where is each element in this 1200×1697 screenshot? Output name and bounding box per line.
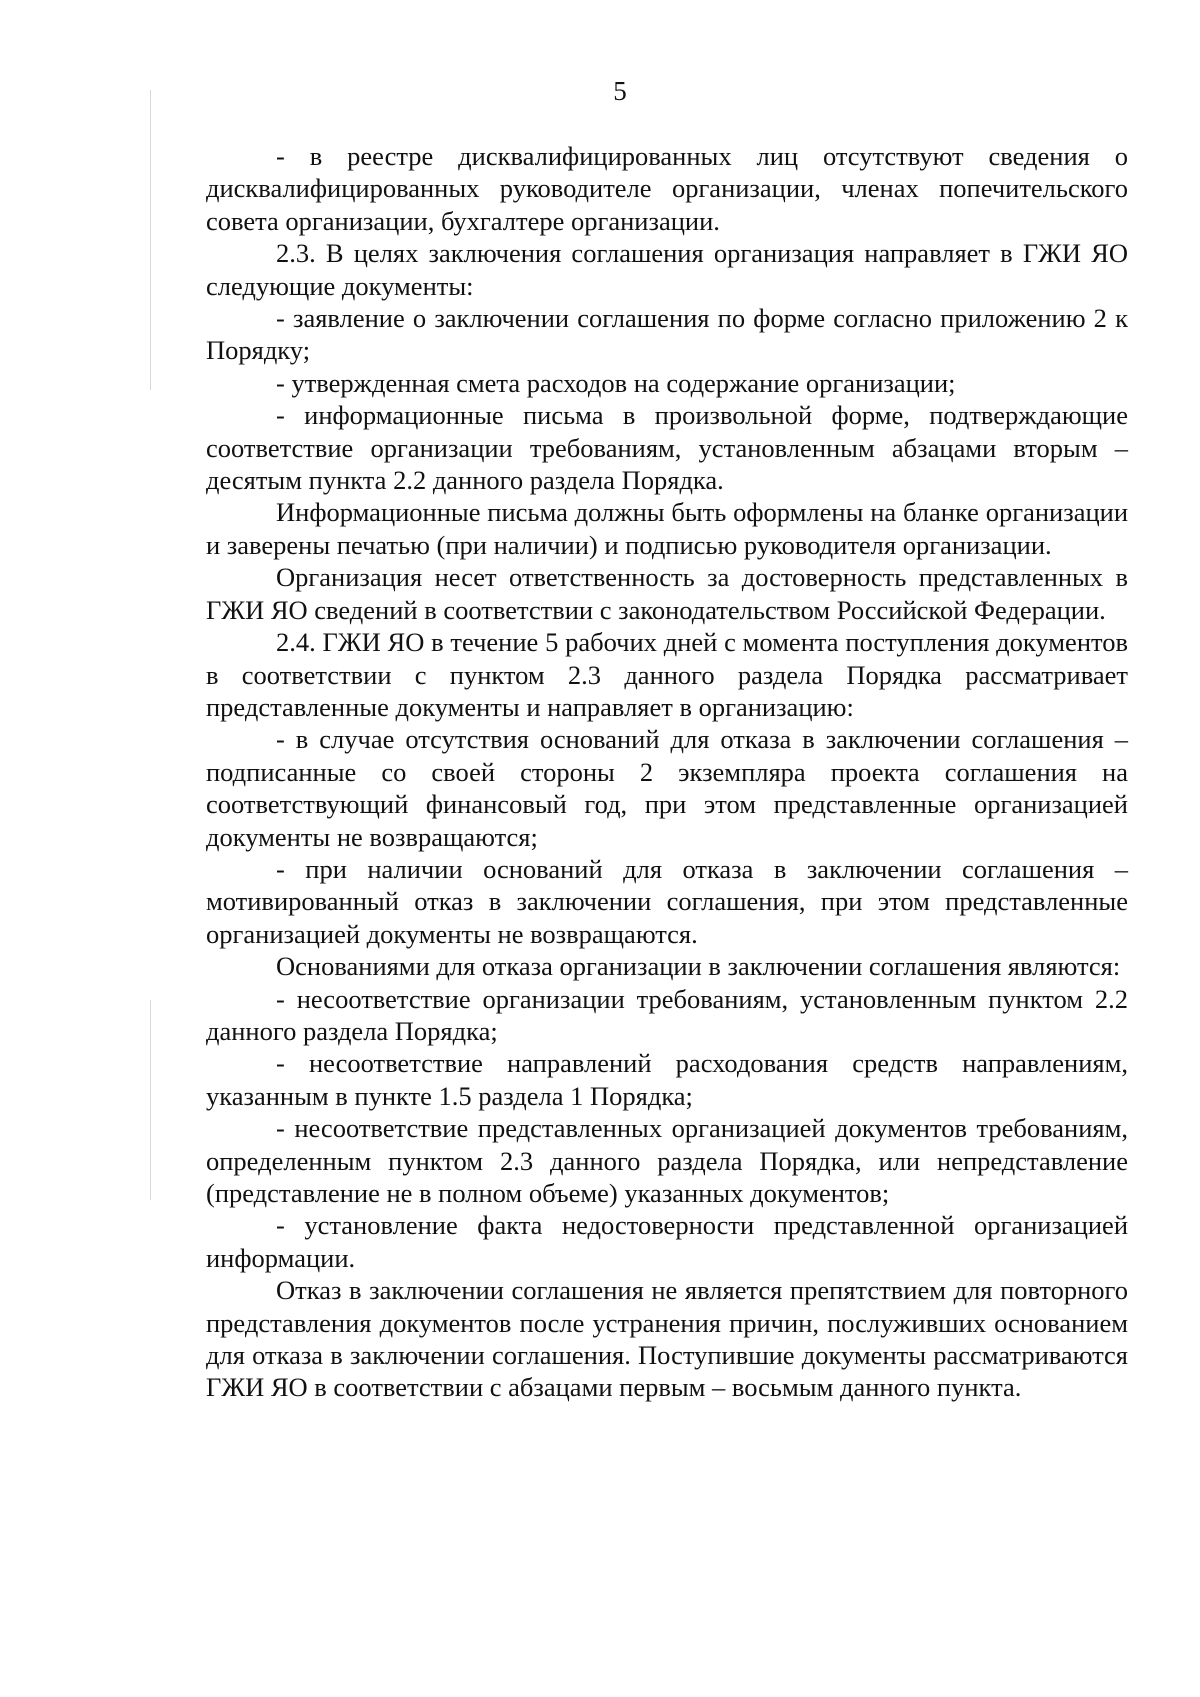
paragraph-letters-format: Информационные письма должны быть оформлены на бланке организации и заверены печатью (при наличии) и подписью руководителя организации. xyxy=(206,497,1128,560)
paragraph-ground-documents: - несоответствие представленных организацией документов требованиям, определенным пунктом 2.3 данного раздела Порядка, или непредставление (представление не в полном объеме) указанных документов; xyxy=(206,1113,1128,1208)
scan-margin-line-top xyxy=(150,90,151,390)
paragraph-application: - заявление о заключении соглашения по форме согласно приложению 2 к Порядку; xyxy=(206,303,1128,366)
paragraph-refusal-grounds: Основаниями для отказа организации в заключении соглашения являются: xyxy=(276,951,1121,982)
paragraph-disqualified-registry: - в реестре дисквалифицированных лиц отсутствуют сведения о дисквалифицированных руководителе организации, членах попечительского совета организации, бухгалтере организации. xyxy=(206,141,1128,236)
page-number: 5 xyxy=(613,76,627,106)
paragraph-2-3-intro: 2.3. В целях заключения соглашения организация направляет в ГЖИ ЯО следующие документы: xyxy=(206,238,1128,301)
paragraph-ground-directions: - несоответствие направлений расходования средств направлениям, указанным в пункте 1.5 раздела 1 Порядка; xyxy=(206,1048,1128,1111)
paragraph-repeat-submission: Отказ в заключении соглашения не является препятствием для повторного представления документов после устранения причин, послуживших основанием для отказа в заключении соглашения. Поступившие документы рассматриваются ГЖИ ЯО в соответствии с абзацами первым – восьмым данного пункта. xyxy=(206,1275,1128,1403)
paragraph-no-grounds: - в случае отсутствия оснований для отказа в заключении соглашения – подписанные со своей стороны 2 экземпляра проекта соглашения на соответствующий финансовый год, при этом представленные организацией документы не возвращаются; xyxy=(206,724,1128,852)
paragraph-2-4-review: 2.4. ГЖИ ЯО в течение 5 рабочих дней с момента поступления документов в соответствии с пунктом 2.3 данного раздела Порядка рассматривает представленные документы и направляет в организацию: xyxy=(206,627,1128,722)
scan-margin-line-bottom xyxy=(150,1000,151,1200)
paragraph-with-grounds: - при наличии оснований для отказа в заключении соглашения – мотивированный отказ в заключении соглашения, при этом представленные организацией документы не возвращаются. xyxy=(206,853,1128,949)
paragraph-ground-false-info: - установление факта недостоверности представленной организацией информации. xyxy=(206,1210,1128,1273)
paragraph-responsibility: Организация несет ответственность за достоверность представленных в ГЖИ ЯО сведений в соответствии с законодательством Российской Федерации. xyxy=(206,562,1128,625)
paragraph-budget-estimate: - утвержденная смета расходов на содержание организации; xyxy=(276,367,956,398)
paragraph-ground-requirements: - несоответствие организации требованиям, установленным пунктом 2.2 данного раздела Порядка; xyxy=(206,983,1128,1046)
paragraph-info-letters: - информационные письма в произвольной форме, подтверждающие соответствие организации требованиям, установленным абзацами вторым – десятым пункта 2.2 данного раздела Порядка. xyxy=(206,400,1128,496)
document-body xyxy=(206,140,1128,1404)
